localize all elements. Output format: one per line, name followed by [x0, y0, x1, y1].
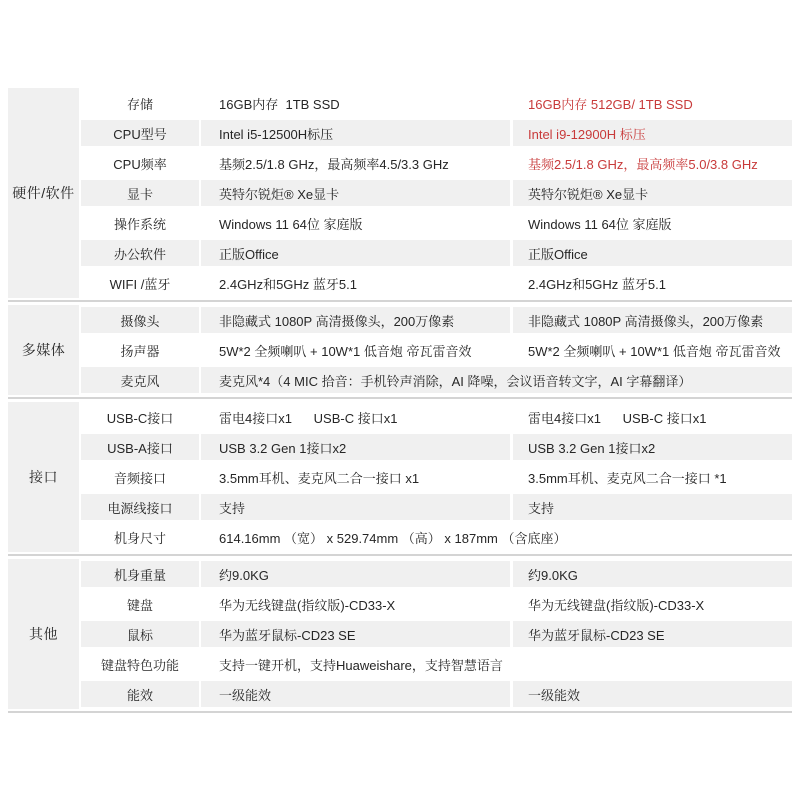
spec-value-left: 3.5mm耳机、麦克风二合一接口 x1: [219, 470, 420, 486]
group-block-3: [8, 402, 792, 552]
spec-label: 操作系统: [113, 216, 166, 232]
group-rows: [81, 402, 792, 552]
spec-row: [81, 589, 792, 619]
spec-value-right: 非隐藏式 1080P 高清摄像头，200万像素: [513, 305, 792, 335]
spec-value-left: 华为无线键盘(指纹版)-CD33-X: [219, 597, 396, 613]
spec-label: CPU型号: [81, 118, 199, 148]
spec-value-left: USB 3.2 Gen 1接口x2: [201, 432, 510, 462]
spec-value-right: 16GB内存 512GB/ 1TB SSD: [528, 96, 693, 112]
spec-value-right: 5W*2 全频喇叭 + 10W*1 低音炮 帝瓦雷音效: [528, 343, 781, 359]
spec-label: 键盘特色功能: [100, 657, 179, 673]
spec-row: [81, 118, 792, 148]
spec-value-right: 2.4GHz和5GHz 蓝牙5.1: [528, 276, 666, 292]
group-block-4: [8, 559, 792, 709]
spec-row: [81, 268, 792, 298]
group-label: 硬件/软件: [8, 88, 79, 298]
spec-row: [81, 522, 792, 552]
spec-value-left: Intel i5-12500H标压: [201, 118, 510, 148]
spec-label: USB-C接口: [106, 410, 174, 426]
spec-label: 能效: [81, 679, 199, 709]
group-label: 多媒体: [8, 305, 79, 395]
spec-row: [81, 462, 792, 492]
spec-label: 存储: [126, 96, 153, 112]
spec-value-right: USB 3.2 Gen 1接口x2: [513, 432, 792, 462]
group-divider: [8, 300, 792, 302]
spec-row: [81, 148, 792, 178]
spec-row: [81, 305, 792, 335]
group-block-2: [8, 305, 792, 395]
spec-row: [81, 365, 792, 395]
spec-row: [81, 178, 792, 208]
spec-row: [81, 238, 792, 268]
spec-value-left: 基频2.5/1.8 GHz，最高频率4.5/3.3 GHz: [219, 156, 449, 172]
spec-label: 音频接口: [113, 470, 166, 486]
spec-row: [81, 679, 792, 709]
spec-value-left: 5W*2 全频喇叭 + 10W*1 低音炮 帝瓦雷音效: [219, 343, 472, 359]
spec-value-right: 一级能效: [513, 679, 792, 709]
spec-value-left: 约9.0KG: [201, 559, 510, 589]
spec-label: WIFI /蓝牙: [109, 276, 171, 292]
spec-value-right: 支持: [513, 492, 792, 522]
spec-value-right: 基频2.5/1.8 GHz，最高频率5.0/3.8 GHz: [528, 156, 758, 172]
group-rows: [81, 88, 792, 298]
spec-label: 键盘: [126, 597, 153, 613]
spec-value-right: 正版Office: [513, 238, 792, 268]
spec-row: [81, 492, 792, 522]
group-label: 其他: [8, 559, 79, 709]
spec-value-left: 正版Office: [201, 238, 510, 268]
group-block-1: [8, 88, 792, 298]
spec-table: [8, 88, 792, 716]
spec-value-right: 3.5mm耳机、麦克风二合一接口 *1: [528, 470, 727, 486]
group-divider: [8, 554, 792, 556]
group-label: 接口: [8, 402, 79, 552]
spec-label: 电源线接口: [81, 492, 199, 522]
spec-value-left: 支持: [201, 492, 510, 522]
spec-label: 摄像头: [81, 305, 199, 335]
spec-value-left: Windows 11 64位 家庭版: [219, 216, 363, 232]
spec-value-right: 华为蓝牙鼠标-CD23 SE: [513, 619, 792, 649]
spec-value-left: 雷电4接口x1 USB-C 接口x1: [219, 410, 398, 426]
spec-label: 机身重量: [81, 559, 199, 589]
spec-row: [81, 88, 792, 118]
spec-label: 鼠标: [81, 619, 199, 649]
spec-value-right: 约9.0KG: [513, 559, 792, 589]
spec-value-span: 614.16mm （宽） x 529.74mm （高） x 187mm （含底座）: [219, 530, 567, 546]
spec-label: 办公软件: [81, 238, 199, 268]
group-rows: [81, 559, 792, 709]
spec-value-right: Intel i9-12900H 标压: [513, 118, 792, 148]
spec-label: 麦克风: [81, 365, 199, 395]
spec-value-left: 一级能效: [201, 679, 510, 709]
spec-value-left: 16GB内存 1TB SSD: [219, 96, 340, 112]
spec-value-right: 华为无线键盘(指纹版)-CD33-X: [528, 597, 705, 613]
spec-value-left: 英特尔锐炬® Xe显卡: [201, 178, 510, 208]
spec-value-left: 华为蓝牙鼠标-CD23 SE: [201, 619, 510, 649]
spec-label: USB-A接口: [81, 432, 199, 462]
spec-value-left: 非隐藏式 1080P 高清摄像头，200万像素: [201, 305, 510, 335]
spec-value-left: 2.4GHz和5GHz 蓝牙5.1: [219, 276, 357, 292]
spec-row: [81, 649, 792, 679]
spec-label: 扬声器: [120, 343, 160, 359]
spec-row: [81, 208, 792, 238]
table-bottom-border: [8, 711, 792, 713]
group-divider: [8, 397, 792, 399]
spec-label: 显卡: [81, 178, 199, 208]
group-rows: [81, 305, 792, 395]
spec-label: CPU频率: [113, 156, 167, 172]
spec-label: 机身尺寸: [113, 530, 166, 546]
spec-value-span: 支持一键开机，支持Huaweishare，支持智慧语言: [219, 657, 503, 673]
spec-value-right: Windows 11 64位 家庭版: [528, 216, 672, 232]
spec-value-right: 英特尔锐炬® Xe显卡: [513, 178, 792, 208]
spec-value-span: 麦克风*4（4 MIC 拾音：手机铃声消除，AI 降噪，会议语音转文字，AI 字幕翻译）: [201, 365, 792, 395]
spec-row: [81, 619, 792, 649]
spec-row: [81, 432, 792, 462]
spec-row: [81, 402, 792, 432]
spec-row: [81, 335, 792, 365]
spec-value-right: 雷电4接口x1 USB-C 接口x1: [528, 410, 707, 426]
spec-row: [81, 559, 792, 589]
